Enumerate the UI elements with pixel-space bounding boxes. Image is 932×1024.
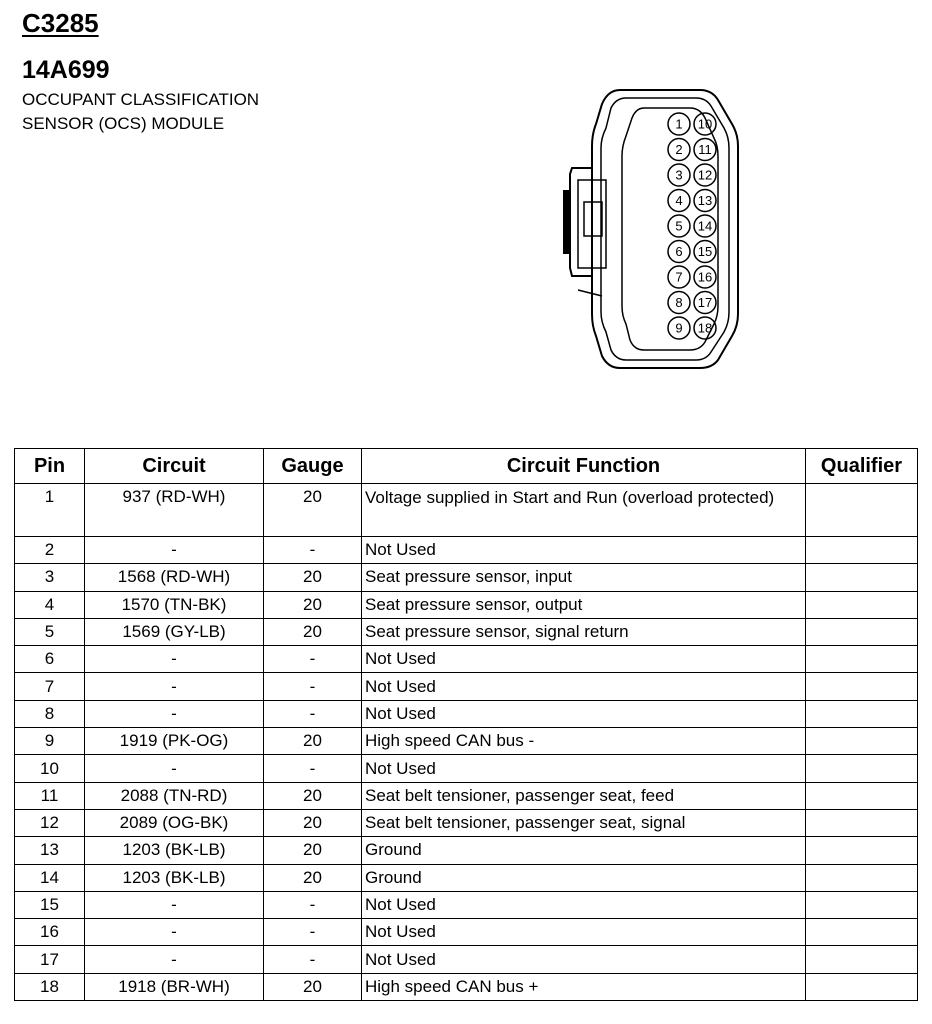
qualifier-cell (806, 673, 918, 700)
pin-label-18: 18 (697, 320, 713, 336)
circuit-cell: 1203 (BK-LB) (85, 864, 264, 891)
gauge-cell: 20 (264, 484, 362, 537)
circuit-cell: 937 (RD-WH) (85, 484, 264, 537)
gauge-cell: - (264, 891, 362, 918)
pin-label-9: 9 (675, 320, 683, 336)
table-row (15, 591, 918, 618)
pin-cell: 12 (15, 809, 85, 836)
gauge-cell: 20 (264, 973, 362, 1000)
table-row (15, 973, 918, 1000)
table-row (15, 809, 918, 836)
table-row (15, 919, 918, 946)
table-row (15, 728, 918, 755)
pin-cell: 9 (15, 728, 85, 755)
circuit-cell: 2088 (TN-RD) (85, 782, 264, 809)
header-circuit-function: Circuit Function (362, 449, 806, 484)
header-pin: Pin (15, 449, 85, 484)
pin-cell: 3 (15, 564, 85, 591)
table-row (15, 891, 918, 918)
qualifier-cell (806, 973, 918, 1000)
qualifier-cell (806, 728, 918, 755)
gauge-cell: - (264, 673, 362, 700)
pin-label-5: 5 (675, 218, 683, 234)
circuit-cell: 1203 (BK-LB) (85, 837, 264, 864)
pin-label-10: 10 (697, 116, 713, 132)
gauge-cell: 20 (264, 591, 362, 618)
circuit-cell: - (85, 946, 264, 973)
function-cell: Not Used (362, 919, 806, 946)
qualifier-cell (806, 618, 918, 645)
function-cell: Seat pressure sensor, input (362, 564, 806, 591)
circuit-cell: 2089 (OG-BK) (85, 809, 264, 836)
pin-label-3: 3 (675, 167, 683, 183)
gauge-cell: 20 (264, 618, 362, 645)
gauge-cell: - (264, 755, 362, 782)
function-cell: High speed CAN bus + (362, 973, 806, 1000)
pin-label-11: 11 (698, 142, 712, 157)
pin-cell: 16 (15, 919, 85, 946)
pin-label-17: 17 (697, 295, 713, 310)
header-circuit: Circuit (85, 449, 264, 484)
qualifier-cell (806, 864, 918, 891)
circuit-cell: 1569 (GY-LB) (85, 618, 264, 645)
pin-cell: 13 (15, 837, 85, 864)
pin-label-13: 13 (697, 193, 713, 208)
function-cell: Not Used (362, 755, 806, 782)
qualifier-cell (806, 809, 918, 836)
pin-cell: 1 (15, 484, 85, 537)
function-cell: Seat pressure sensor, output (362, 591, 806, 618)
table-row (15, 782, 918, 809)
pin-label-15: 15 (697, 244, 713, 259)
pin-cell: 8 (15, 700, 85, 727)
qualifier-cell (806, 484, 918, 537)
pin-label-14: 14 (697, 218, 713, 234)
gauge-cell: - (264, 919, 362, 946)
function-cell: Not Used (362, 646, 806, 673)
pin-cell: 7 (15, 673, 85, 700)
function-cell: Not Used (362, 700, 806, 727)
function-cell: Seat belt tensioner, passenger seat, signal (362, 809, 806, 836)
pin-cell: 4 (15, 591, 85, 618)
part-number: 14A699 (22, 56, 110, 84)
function-cell: Not Used (362, 537, 806, 564)
table-row (15, 946, 918, 973)
function-cell: Seat belt tensioner, passenger seat, feed (362, 782, 806, 809)
header-gauge: Gauge (264, 449, 362, 484)
circuit-cell: - (85, 891, 264, 918)
circuit-cell: - (85, 673, 264, 700)
circuit-cell: - (85, 646, 264, 673)
table-row (15, 484, 918, 537)
qualifier-cell (806, 591, 918, 618)
function-cell: Not Used (362, 673, 806, 700)
gauge-cell: 20 (264, 864, 362, 891)
qualifier-cell (806, 755, 918, 782)
table-row (15, 564, 918, 591)
gauge-cell: - (264, 537, 362, 564)
qualifier-cell (806, 891, 918, 918)
pin-cell: 15 (15, 891, 85, 918)
function-cell: Not Used (362, 891, 806, 918)
circuit-cell: - (85, 537, 264, 564)
module-description-line1: OCCUPANT CLASSIFICATION (22, 90, 260, 109)
circuit-cell: - (85, 700, 264, 727)
pin-label-6: 6 (675, 244, 683, 259)
pin-label-8: 8 (675, 295, 683, 310)
gauge-cell: 20 (264, 809, 362, 836)
pin-label-16: 16 (697, 269, 713, 285)
table-row (15, 673, 918, 700)
pin-label-4: 4 (675, 193, 683, 208)
table-row (15, 755, 918, 782)
qualifier-cell (806, 782, 918, 809)
pin-label-2: 2 (675, 142, 683, 157)
gauge-cell: 20 (264, 564, 362, 591)
pin-cell: 17 (15, 946, 85, 973)
table-row (15, 646, 918, 673)
module-description-line2: SENSOR (OCS) MODULE (22, 114, 225, 133)
header-qualifier: Qualifier (806, 449, 918, 484)
gauge-cell: 20 (264, 728, 362, 755)
table-row (15, 864, 918, 891)
circuit-cell: - (85, 919, 264, 946)
qualifier-cell (806, 946, 918, 973)
connector-face-diagram (560, 86, 760, 371)
pin-label-7: 7 (675, 269, 683, 285)
qualifier-cell (806, 700, 918, 727)
pin-cell: 6 (15, 646, 85, 673)
pin-cell: 10 (15, 755, 85, 782)
gauge-cell: 20 (264, 837, 362, 864)
pin-cell: 2 (15, 537, 85, 564)
table-row (15, 537, 918, 564)
pin-label-12: 12 (697, 167, 713, 183)
function-cell: High speed CAN bus - (362, 728, 806, 755)
gauge-cell: 20 (264, 782, 362, 809)
gauge-cell: - (264, 646, 362, 673)
circuit-cell: - (85, 755, 264, 782)
circuit-cell: 1570 (TN-BK) (85, 591, 264, 618)
circuit-cell: 1919 (PK-OG) (85, 728, 264, 755)
pin-cell: 18 (15, 973, 85, 1000)
function-cell: Ground (362, 864, 806, 891)
function-cell: Seat pressure sensor, signal return (362, 618, 806, 645)
pin-label-1: 1 (675, 116, 683, 132)
function-cell: Voltage supplied in Start and Run (overload protected) (362, 484, 806, 537)
qualifier-cell (806, 837, 918, 864)
connector-id-title: C3285 (22, 8, 99, 38)
table-row (15, 700, 918, 727)
function-cell: Ground (362, 837, 806, 864)
pin-cell: 14 (15, 864, 85, 891)
qualifier-cell (806, 919, 918, 946)
pin-cell: 5 (15, 618, 85, 645)
qualifier-cell (806, 646, 918, 673)
table-row (15, 837, 918, 864)
circuit-cell: 1918 (BR-WH) (85, 973, 264, 1000)
qualifier-cell (806, 537, 918, 564)
function-cell: Not Used (362, 946, 806, 973)
circuit-cell: 1568 (RD-WH) (85, 564, 264, 591)
gauge-cell: - (264, 700, 362, 727)
table-header-row (15, 449, 918, 484)
table-row (15, 618, 918, 645)
qualifier-cell (806, 564, 918, 591)
gauge-cell: - (264, 946, 362, 973)
pinout-table (14, 448, 918, 1001)
pin-cell: 11 (15, 782, 85, 809)
